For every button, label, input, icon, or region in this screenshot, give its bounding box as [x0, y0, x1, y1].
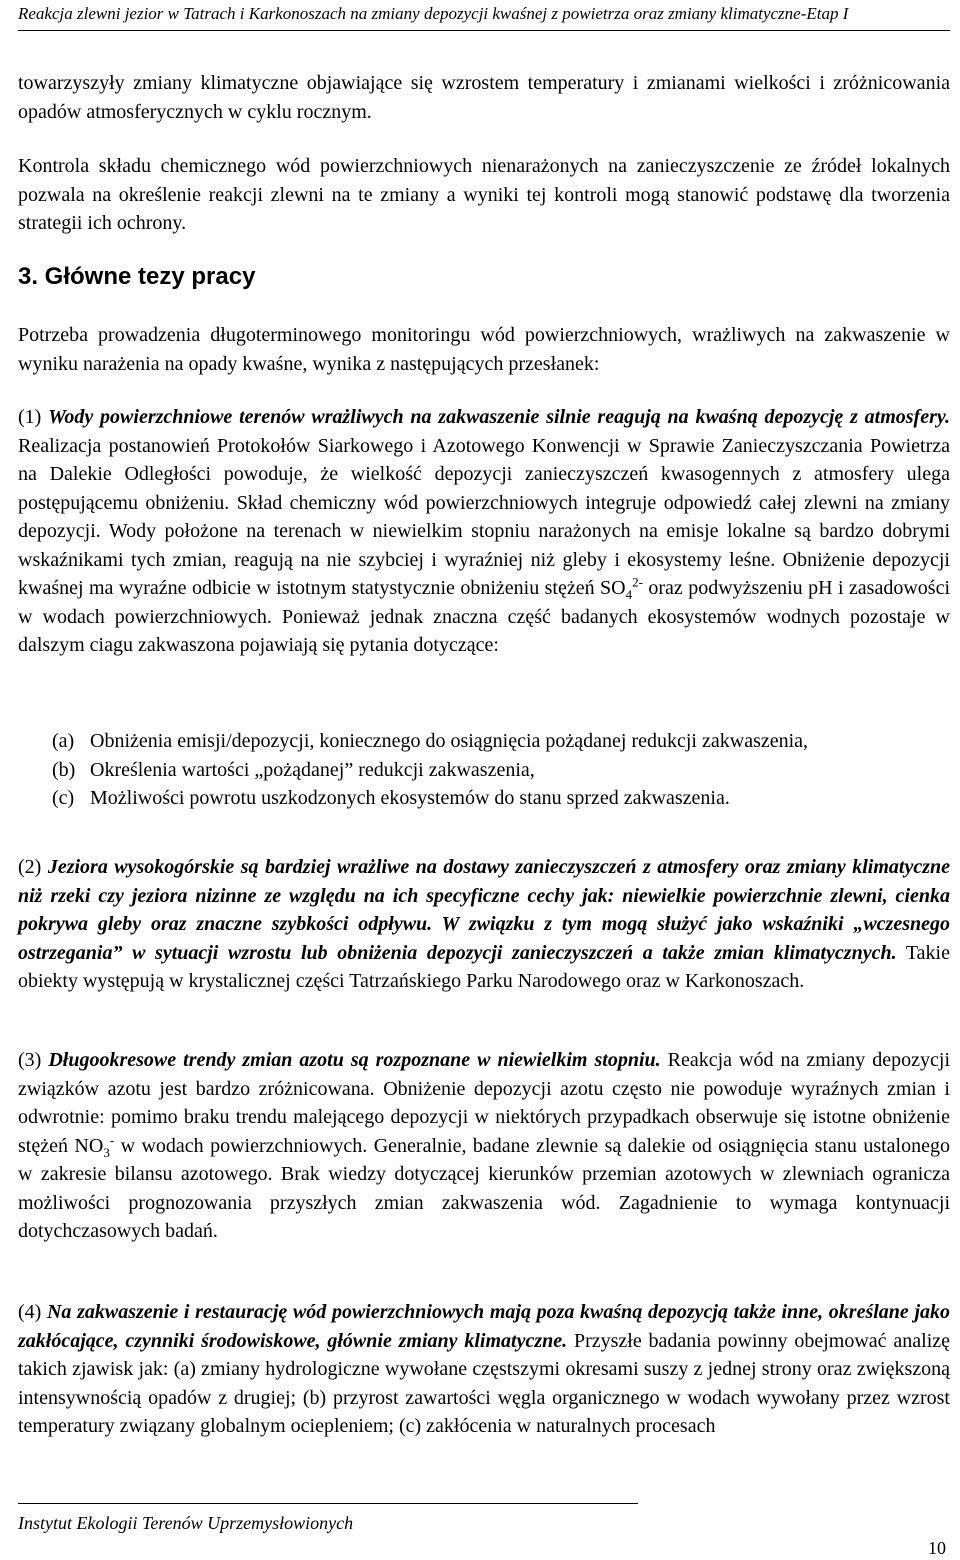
thesis-3-text-b: w wodach powierzchniowych. Generalnie, badane zlewnie są dalekie od osiągnięcia stanu ustalonego w zakresie bilansu azotowego. Brak wiedzy dotyczącej kierunków przemian azotowych w zlewniach ogranicza możliwości prognozowania przyszłych zmian zakwaszenia wód. Zagadnienie to wymaga kontynuacji dotychczasowych badań. — [18, 1134, 950, 1242]
thesis-2-emphasis: Jeziora wysokogórskie są bardziej wrażliwe na dostawy zanieczyszczeń z atmosfery oraz zmiany klimatyczne niż rzeki czy jeziora nizinne ze względu na ich specyficzne cechy jak: niewielkie powierzchnie zlewni, cienka pokrywa gleby oraz znaczne szybkości odpływu. W związku z tym mogą służyć jako wskaźniki „wczesnego ostrzegania” w sytuacji wzrostu lub obniżenia depozycji zanieczyszczeń a także zmian klimatycznych. — [18, 856, 951, 964]
thesis-3-emphasis: Długookresowe trendy zmian azotu są rozpoznane w niewielkim stopniu. — [48, 1049, 661, 1071]
thesis-3-formula — [74, 1131, 115, 1160]
formula-subscript: 3 — [103, 1144, 110, 1160]
thesis-1-number: (1) — [18, 406, 42, 428]
intro-paragraph-2: Kontrola składu chemicznego wód powierzchniowych nienarażonych na zanieczyszczenie ze źródeł lokalnych pozwala na określenie reakcji zlewni na te zmiany a wyniki tej kontroli mogą stanowić podstawę dla tworzenia strategii ich ochrony. — [18, 155, 950, 234]
thesis-2-text: Takie obiekty występują w krystalicznej części Tatrzańskiego Parku Narodowego oraz w Karkonoszach. — [18, 941, 950, 992]
thesis-1-text-b: oraz podwyższeniu pH i zasadowości w wodach powierzchniowych. Ponieważ jednak znaczna część badanych ekosystemów wodnych pozostaje w dalszym ciagu zakwaszona pojawiają się pytania dotyczące: — [18, 577, 951, 656]
formula-base: SO — [600, 577, 626, 599]
thesis-4-emphasis: Na zakwaszenie i restaurację wód powierzchniowych mają poza kwaśną depozycją także inne, określane jako zakłócające, czynniki środowiskowe, głównie zmiany klimatyczne. — [18, 1301, 950, 1352]
list-item — [52, 756, 950, 785]
thesis-3-text-a: Reakcja wód na zmiany depozycji związków azotu jest bardzo zróżnicowana. Obniżenie depozycji azotu często nie powoduje wyraźnych zmian i odwrotnie: pomimo braku trendu malejącego depozycji w niektórych przypadkach obserwuje się istotne obniżenie stężeń — [18, 1049, 951, 1157]
question-list — [52, 727, 950, 813]
thesis-3-number: (3) — [18, 1049, 42, 1071]
intro-paragraph-1: towarzyszyły zmiany klimatyczne objawiające się wzrostem temperatury i zmianami wielkości i zróżnicowania opadów atmosferycznych w cyklu rocznym. — [18, 72, 950, 123]
list-marker: (b) — [52, 758, 76, 781]
formula-subscript: 4 — [625, 587, 633, 602]
thesis-1-text-a: Realizacja postanowień Protokołów Siarkowego i Azotowego Konwencji w Sprawie Zanieczyszczania Powietrza na Dalekie Odległości powoduje, że wielkość depozycji zanieczyszczeń kwasogennych z atmosfery ulega postępującemu obniżeniu. Skład chemiczny wód powierzchniowych integruje odpowiedź całej zlewni na zmiany depozycji. Wody położone na terenach w niewielkim stopniu narażonych na emisje lokalne są bardzo dobrymi wskaźnikami tych zmian, reagują na nie szybciej i wyraźniej niż gleby i ekosystemy leśne. Obniżenie depozycji kwaśnej ma wyraźne odbicie w istotnym statystycznie obniżeniu stężeń — [18, 434, 950, 599]
footer-rule — [18, 1503, 638, 1504]
footer-institute: Instytut Ekologii Terenów Uprzemysłowionych — [18, 1513, 354, 1533]
thesis-1-formula — [600, 574, 643, 602]
list-marker: (a) — [52, 730, 75, 752]
formula-base: NO — [74, 1134, 104, 1157]
thesis-4-text: Przyszłe badania powinny obejmować analizę takich zjawisk jak: (a) zmiany hydrologiczne wywołane częstszymi okresami suszy z jednej strony oraz zwiększoną intensywnością opadów z drugiej; (b) przyrost zawartości węgla organicznego w wodach wywołany przez wzrost temperatury związany globalnym ociepleniem; (c) zakłócenia w naturalnych procesach — [18, 1329, 951, 1437]
thesis-2-paragraph — [18, 853, 950, 996]
thesis-4-paragraph — [18, 1298, 950, 1441]
thesis-3-paragraph — [18, 1046, 950, 1246]
list-marker: (c) — [52, 787, 75, 809]
list-item — [52, 784, 950, 813]
thesis-2-number: (2) — [18, 856, 42, 878]
formula-superscript: - — [109, 1131, 115, 1147]
list-item — [52, 727, 950, 756]
section-lead-paragraph: Potrzeba prowadzenia długoterminowego monitoringu wód powierzchniowych, wrażliwych na zakwaszenie w wyniku narażenia na opady kwaśne, wynika z następujących przesłanek: — [18, 324, 950, 375]
section-heading: 3. Główne tezy pracy — [18, 263, 256, 290]
running-header: Reakcja zlewni jezior w Tatrach i Karkonoszach na zmiany depozycji kwaśnej z powietrza oraz zmiany klimatyczne-Etap I — [18, 4, 849, 23]
thesis-1-emphasis: Wody powierzchniowe terenów wrażliwych na zakwaszenie silnie reagują na kwaśną depozycję z atmosfery. — [48, 406, 950, 428]
header-rule — [18, 30, 950, 31]
thesis-4-number: (4) — [18, 1301, 42, 1323]
list-item-text: Obniżenia emisji/depozycji, koniecznego do osiągnięcia pożądanej redukcji zakwaszenia, — [90, 730, 809, 752]
list-item-text: Możliwości powrotu uszkodzonych ekosystemów do stanu sprzed zakwaszenia. — [90, 787, 730, 809]
page-number: 10 — [928, 1538, 946, 1558]
thesis-1-paragraph — [18, 403, 950, 660]
formula-superscript: 2- — [632, 574, 643, 590]
list-item-text: Określenia wartości „pożądanej” redukcji zakwaszenia, — [90, 758, 535, 781]
